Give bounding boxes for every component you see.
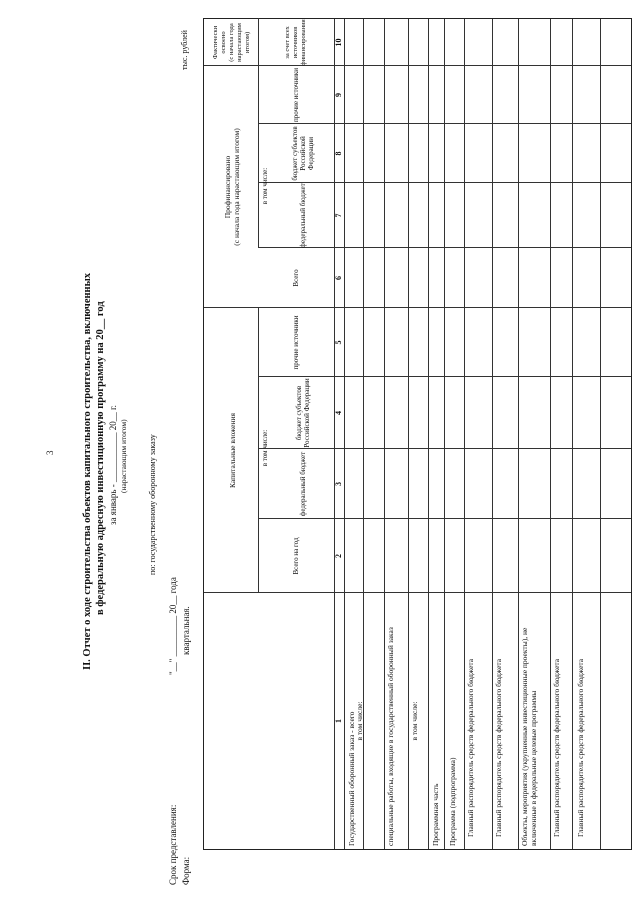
row-line-6 <box>464 19 465 849</box>
row-line-9 <box>550 19 551 849</box>
row-label-main-manager-2: Главный распорядитель средств федерального бюджета <box>494 658 503 837</box>
row-line-7 <box>492 19 493 849</box>
row-label-special-works: специальные работы, входящие в государственный оборонный заказ <box>386 627 395 846</box>
row-label-including-2: в том числе: <box>410 701 419 741</box>
col-number-7: 7 <box>334 213 343 218</box>
header-hline-numbers <box>344 19 345 849</box>
header-federal-budget: федеральный бюджет <box>299 451 307 517</box>
report-table <box>203 18 632 850</box>
col-number-2: 2 <box>334 554 343 558</box>
row-line-5 <box>444 19 445 849</box>
row-label-non-program-objects: Объекты, мероприятия (укрупненные инвестиционные проекты), не включенные в федеральные целевые программы <box>520 627 538 846</box>
col-number-1: 1 <box>334 719 343 723</box>
deadline-value: "__" _________ 20__ года <box>168 577 178 675</box>
units-label: тыс. рублей <box>180 30 189 70</box>
row-line-2 <box>384 19 385 849</box>
report-subject: по: государственному оборонному заказу <box>148 434 157 575</box>
row-label-including-1: в том числе: <box>355 701 364 741</box>
row-line-8 <box>518 19 519 849</box>
page-number: 3 <box>45 450 55 455</box>
col-number-9: 9 <box>334 93 343 97</box>
header-financed-other: прочие источники <box>292 68 300 122</box>
row-line-10 <box>572 19 573 849</box>
header-financed-federal: федеральный бюджет <box>299 183 307 248</box>
row-label-gov-defense-order: Государственный оборонный заказ - всего <box>347 711 356 846</box>
row-line-11 <box>600 19 601 849</box>
header-financed: Профинансировано (с начала года нарастающим итогом) <box>223 128 241 246</box>
row-line-3 <box>408 19 409 849</box>
header-other-sources: прочие источники <box>292 315 300 370</box>
report-period: за январь - ___________ 20__ г. <box>108 405 118 525</box>
col-number-5: 5 <box>334 340 343 345</box>
row-label-main-manager-4: Главный распорядитель средств федерального бюджета <box>576 658 585 837</box>
row-line-4 <box>428 19 429 849</box>
header-total-year: Всего на год <box>292 537 300 575</box>
row-label-main-manager-1: Главный распорядитель средств федерального бюджета <box>466 658 475 837</box>
header-in-that-number-financed: в том числе: <box>261 167 269 205</box>
col-number-4: 4 <box>334 411 343 415</box>
header-in-that-number-capital: в том числе: <box>261 429 269 467</box>
row-label-program-part: Программная часть <box>431 783 440 846</box>
row-label-main-manager-3: Главный распорядитель средств федерального бюджета <box>552 658 561 837</box>
col-number-8: 8 <box>334 151 343 156</box>
header-actual-progress: Фактически освоено (с начала года нарастающим итогом) <box>212 23 251 62</box>
col-number-10: 10 <box>334 38 343 47</box>
deadline-label: Срок представления: <box>168 804 178 885</box>
col-number-3: 3 <box>334 482 343 486</box>
report-title-line-1: II. Отчет о ходе строительства объектов капитального строительства, включенных <box>82 272 93 670</box>
header-capital-investments: Капитальные вложения <box>227 413 237 488</box>
report-title-line-2: в федеральную адресную инвестиционную программу на 20__ год <box>95 301 106 615</box>
form-value: квартальная. <box>181 606 191 655</box>
form-label: Форма: <box>181 856 191 885</box>
header-total: Всего <box>292 269 300 287</box>
header-financed-regional: бюджет субъектов Российской Федерации <box>291 126 315 181</box>
col-number-6: 6 <box>334 276 343 280</box>
header-actual-all-sources: за счет всех источников финансирования <box>284 19 307 66</box>
header-regional-budget: бюджет субъектов Российской Федерации <box>295 378 311 448</box>
row-label-program: Программа (подпрограмма) <box>448 757 457 846</box>
report-period-note: (нарастающим итогом) <box>119 419 128 493</box>
